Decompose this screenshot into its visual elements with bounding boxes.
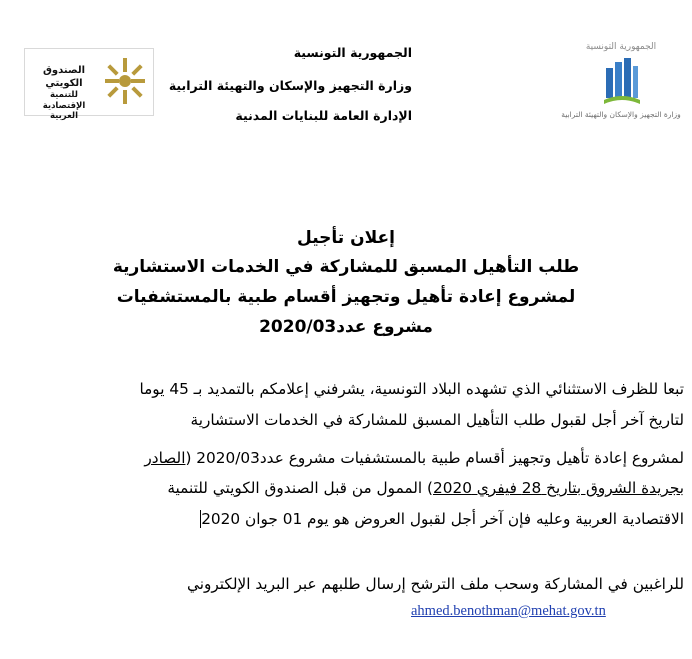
logo-bottom-text: وزارة التجهيز والإسكان والتهيئة الترابية — [561, 110, 681, 119]
header-directorate: الإدارة العامة للبنايات المدنية — [235, 108, 412, 123]
body-line-5 — [198, 510, 684, 528]
kuwait-fund-logo — [24, 48, 154, 122]
logo-top-text: الجمهورية التونسية — [585, 42, 657, 52]
kuwait-fund-name-line1: الصندوق الكويتي — [42, 65, 86, 89]
ministry-logo — [560, 42, 682, 132]
ministry-logo-icon — [604, 56, 640, 108]
title-line-3: لمشروع إعادة تأهيل وتجهيز أقسام طبية بالمستشفيات — [116, 287, 576, 307]
title-line-2: طلب التأهيل المسبق للمشاركة في الخدمات الاستشارية — [112, 257, 580, 277]
body-line-5-text: الاقتصادية العربية وعليه فإن آخر أجل لقبول العروض هو يوم 01 جوان 2020 — [201, 510, 684, 528]
body-line-4-underlined: بجريدة الشروق بتاريخ 28 فيفري 2020 — [433, 479, 684, 497]
header-ministry: وزارة التجهيز والإسكان والتهيئة الترابية — [168, 78, 412, 93]
title-project-number: مشروع عدد2020/03 — [259, 317, 433, 337]
body-line-4-text: ) الممول من قبل الصندوق الكويتي للتنمية — [167, 479, 433, 497]
body-line-4 — [167, 479, 684, 497]
body-line-3 — [144, 449, 684, 467]
body-paragraph-2: للراغبين في المشاركة وسحب ملف الترشح إرسال طلبهم عبر البريد الإلكتروني — [186, 575, 684, 593]
body-line-3-text: لمشروع إعادة تأهيل وتجهيز أقسام طبية بالمستشفيات مشروع عدد2020/03 ( — [185, 449, 684, 467]
kuwait-fund-name-line2: للتنمية الإقتصادية العربية — [42, 90, 86, 122]
body-line-3-underlined: الصادر — [144, 449, 186, 467]
kuwait-fund-name — [31, 65, 97, 122]
body-line-1: تبعا للظرف الاستثنائي الذي تشهده البلاد التونسية، يشرفني إعلامكم بالتمديد بـ 45 يوما — [139, 380, 684, 398]
email-link[interactable]: ahmed.benothman@mehat.gov.tn — [411, 603, 606, 619]
kuwait-fund-logo-icon — [103, 56, 147, 106]
title-line-1: إعلان تأجيل — [297, 228, 395, 248]
header-country: الجمهورية التونسية — [293, 45, 412, 60]
body-line-2: لتاريخ آخر أجل لقبول طلب التأهيل المسبق للمشاركة في الخدمات الاستشارية — [190, 411, 684, 429]
